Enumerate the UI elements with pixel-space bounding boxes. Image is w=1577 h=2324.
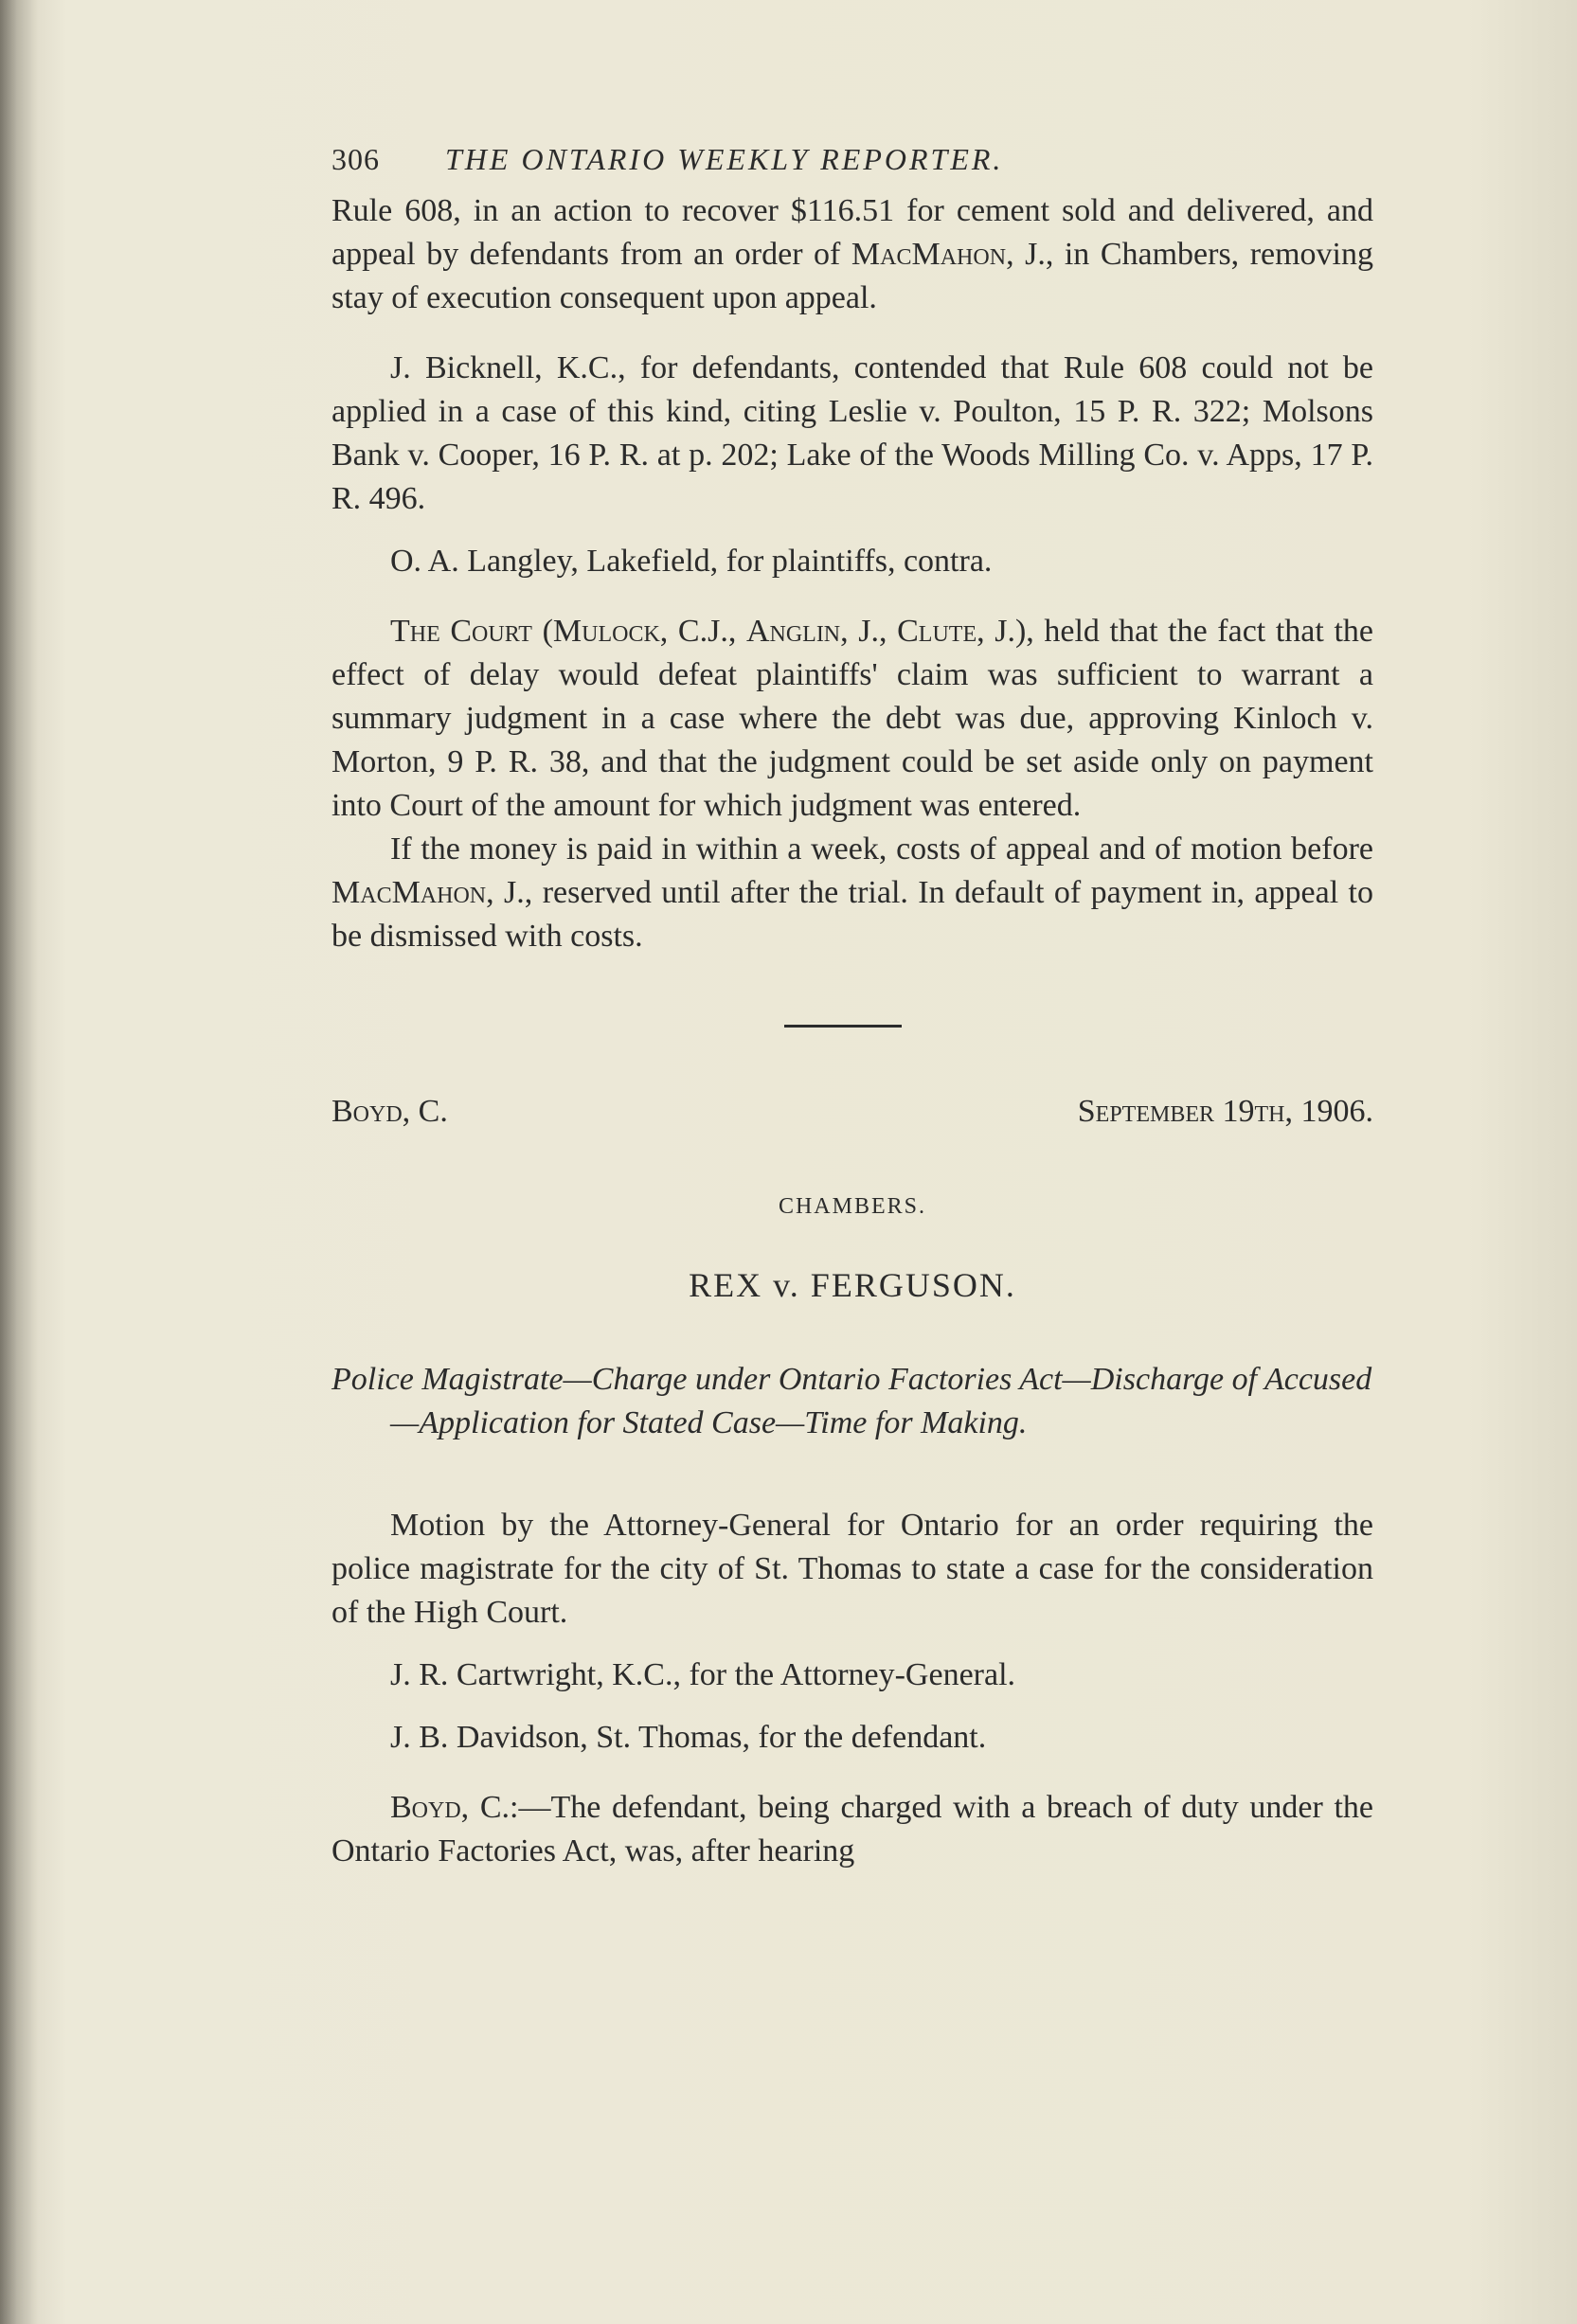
- section-divider: [784, 1025, 902, 1028]
- paragraph-text: , C.J.,: [659, 614, 746, 649]
- judge-name: MacMahon: [851, 237, 1007, 272]
- running-title: THE ONTARIO WEEKLY REPORTER.: [445, 142, 1004, 176]
- paragraph-rule-608: [332, 189, 1373, 320]
- headnote: Police Magistrate—Charge under Ontario Factories Act—Discharge of Accused—Application for Stated Case—Time for Making.: [332, 1362, 1372, 1440]
- paragraph-court-holding: [332, 610, 1373, 828]
- page-header: [332, 142, 1373, 189]
- text-column: [332, 142, 1373, 1873]
- paragraph-text: Rule 608, in an action to recover $116.51 for cement sold and delivered, and appeal by defendants from an order of: [332, 193, 1373, 272]
- judge-name: Mulock: [552, 614, 660, 649]
- paragraph-judgment: [332, 1786, 1373, 1873]
- paragraph-counsel-ag: J. R. Cartwright, K.C., for the Attorney-General.: [390, 1657, 1016, 1692]
- paragraph-text: , J., reserved until after the trial. In default of payment in, appeal to be dismissed with costs.: [332, 875, 1373, 954]
- paragraph-motion: Motion by the Attorney-General for Ontario for an order requiring the police magistrate for the city of St. Thomas to state a case for the consideration of the High Court.: [332, 1508, 1373, 1630]
- paragraph-text: :—The defendant, being charged with a breach of duty under the Ontario Factories Act, was, after hearing: [332, 1790, 1373, 1868]
- paragraph-text: (: [531, 614, 553, 649]
- judge-name: Boyd, C.: [390, 1790, 511, 1825]
- court-name: The Court: [390, 614, 532, 649]
- page-number: 306: [332, 142, 380, 176]
- judge-name: Anglin: [745, 614, 841, 649]
- paragraph-text: , J.,: [840, 614, 898, 649]
- paragraph-counsel-defendant: J. B. Davidson, St. Thomas, for the defendant.: [390, 1720, 987, 1755]
- paragraph-counsel-defendants: J. Bicknell, K.C., for defendants, contended that Rule 608 could not be applied in a case of this kind, citing Leslie v. Poulton, 15 P. R. 322; Molsons Bank v. Cooper, 16 P. R. at p. 202; Lake of the Woods Milling Co. v. Apps, 17 P. R. 496.: [332, 350, 1373, 516]
- court-label: CHAMBERS.: [778, 1194, 927, 1219]
- case-title: REX v. FERGUSON.: [689, 1266, 1016, 1304]
- paragraph-counsel-plaintiffs: O. A. Langley, Lakefield, for plaintiffs, contra.: [390, 544, 993, 579]
- paragraph-disposition: [332, 828, 1373, 958]
- judge-name: Clute: [897, 614, 977, 649]
- judge-name: Boyd, C.: [332, 1094, 448, 1129]
- paragraph-text: If the money is paid in within a week, costs of appeal and of motion before: [390, 831, 1373, 867]
- case-dateline: [332, 1094, 1373, 1137]
- paragraph-text: , J., in Chambers, removing stay of execution consequent upon appeal.: [332, 237, 1374, 315]
- decision-date: September 19th, 1906.: [1077, 1094, 1373, 1129]
- paragraph-text: , J.), held that the fact that the effect of delay would defeat plaintiffs' claim was sufficient to warrant a summary judgment in a case where the debt was due, approving Kinloch v. Morton, 9 P. R. 38, and that the judgment could be set aside only on payment into Court of the amount for which judgment was entered.: [332, 614, 1373, 823]
- judge-name: MacMahon: [332, 875, 487, 910]
